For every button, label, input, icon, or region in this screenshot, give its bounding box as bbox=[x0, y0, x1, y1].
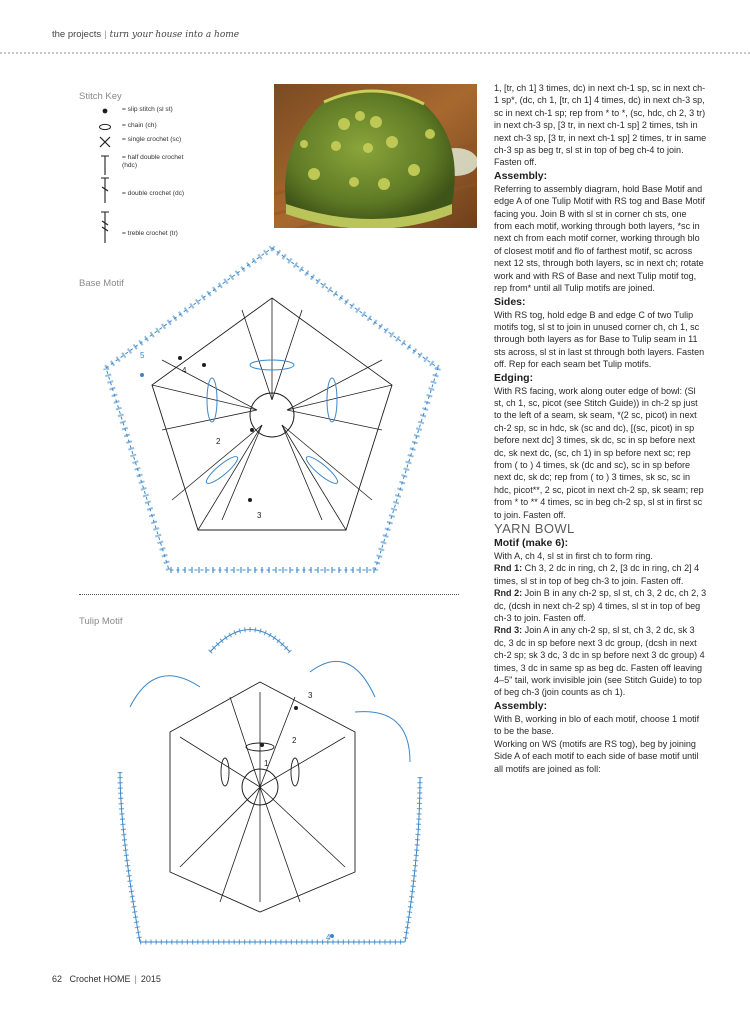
rnd2-paragraph: Rnd 2: Join B in any ch-2 sp, sl st, ch 3, 2 dc, ch 2, 3 dc, (dcsh in next ch-2 sp) 4 times, sl st in top of beg ch-3 to join. Fasten off. bbox=[494, 588, 707, 624]
intro-paragraph: 1, [tr, ch 1] 3 times, dc) in next ch-1 sp, sc in next ch-1 sp*, (dc, ch 1, [tr, ch 1] 4 times, dc) in next ch-3 sp, sc in next ch-1 sp; rep from * to *, (sc, hdc, ch 2, 3 tr) in next ch-3 sp, [3 tr, in next ch-1 sp] 2 times, tsh in next ch-3 sp, [3 tr, in next ch-1 sp] 2 times, tr in same ch-3 sp as beg tr, sl st in top of beg ch-4 to join. Fasten off. bbox=[494, 83, 707, 168]
slip-stitch-icon bbox=[95, 106, 115, 116]
page-footer: 62 Crochet HOME | 2015 bbox=[52, 974, 161, 984]
base-round-number: 5 bbox=[140, 351, 145, 360]
tulip-round-number: 3 bbox=[308, 691, 313, 700]
double-crochet-icon bbox=[95, 176, 115, 204]
base-motif-diagram bbox=[92, 240, 452, 585]
single-crochet-icon bbox=[95, 136, 115, 148]
stitch-key-item: = single crochet (sc) bbox=[79, 136, 269, 150]
tulip-motif-diagram bbox=[100, 612, 450, 957]
yarn-bowl-photo bbox=[274, 84, 477, 228]
issue-year: 2015 bbox=[140, 974, 161, 984]
header-section: the projects bbox=[52, 29, 102, 40]
assembly-paragraph: Referring to assembly diagram, hold Base Motif and edge A of one Tulip Motif with RS tog and Base Motif facing you. Join B with sl st in corner ch sts, one from each motif, working through both layers, *sc in next ch from each motif corner, working through blo of closest motif and flo of farthest motif, sc across next 12 sts, through both layers, sc in next ch; rotate work and with RS of Base and next Tulip motif tog, rep from* until all Tulip motifs are joined. bbox=[494, 183, 705, 294]
page-number: 62 bbox=[52, 974, 63, 984]
yarn-bowl-title: YARN BOWL bbox=[494, 521, 575, 536]
tulip-motif-title: Tulip Motif bbox=[79, 616, 123, 627]
edging-heading: Edging: bbox=[494, 371, 534, 384]
instructions-column bbox=[494, 82, 707, 775]
rnd1-paragraph: Rnd 1: Ch 3, 2 dc in ring, ch 2, [3 dc in ring, ch 2] 4 times, sl st in top of beg ch-3 to join. Fasten off. bbox=[494, 563, 700, 586]
assembly2-paragraph-2: Working on WS (motifs are RS tog), beg by joining Side A of each motif to each side of base motif until all motifs are joined as foll: bbox=[494, 738, 699, 774]
stitch-key-item: = half double crochet (hdc) bbox=[79, 154, 269, 178]
base-round-number: 3 bbox=[257, 511, 262, 520]
base-motif-title: Base Motif bbox=[79, 278, 124, 289]
chain-icon bbox=[95, 122, 115, 132]
sides-heading: Sides: bbox=[494, 295, 526, 308]
sides-paragraph: With RS tog, hold edge B and edge C of two Tulip motifs tog, sl st to join in unused corner ch, ch 1, sc through both layers as for Base to Tulip seam in 11 sts across, sl st in last st through both layers. Fasten off. Rep for each seam bet Tulip motifs. bbox=[494, 309, 705, 370]
tulip-round-number: 2 bbox=[292, 736, 297, 745]
tulip-round-number: 1 bbox=[264, 759, 269, 768]
stitch-key-item: = slip stitch (sl st) bbox=[79, 106, 269, 120]
assembly-heading-2: Assembly: bbox=[494, 699, 548, 712]
yarn-bowl-image bbox=[274, 84, 477, 228]
motif-heading: Motif (make 6): bbox=[494, 537, 569, 549]
treble-crochet-icon bbox=[95, 210, 115, 244]
diagram-divider bbox=[79, 594, 459, 595]
base-round-number: 4 bbox=[182, 366, 187, 375]
edging-paragraph: With RS facing, work along outer edge of bowl: (Sl st, ch 1, sc, picot (see Stitch Guide)) in ch-2 sp just to the left of a seam, sk seam, *(2 sc, picot) in next ch-2 sp, sc in hdc, sk (sc and dc), [(sc, picot) in sp before next dc] 3 times, sk dc, sc in sp before next dc, sk next dc, (sc, ch 1) in sp before next sc; rep from ( to ) 4 times, sk (dc and sc), sc in sp before next dc, sk dc; rep from ( to ) 3 times, sk sc, sc in hdc, picot**, 2 sc, picot in next ch-2 sp, sk seam; rep from * to ** 4 times, sc in beg ch-2 sp, sl st in first sc to join. Fasten off. bbox=[494, 385, 704, 520]
stitch-key-item: = chain (ch) bbox=[79, 122, 269, 136]
page-header bbox=[0, 0, 750, 56]
assembly2-paragraph-1: With B, working in blo of each motif, choose 1 motif to be the base. bbox=[494, 713, 700, 737]
stitch-key-title: Stitch Key bbox=[79, 91, 122, 102]
assembly-heading: Assembly: bbox=[494, 169, 548, 182]
half-double-crochet-icon bbox=[95, 154, 115, 176]
base-round-number: 2 bbox=[216, 437, 221, 446]
stitch-key-item: = treble crochet (tr) bbox=[79, 222, 269, 252]
stitch-key-item: = double crochet (dc) bbox=[79, 184, 269, 212]
header-text: the projects | turn your house into a home bbox=[52, 29, 240, 40]
tulip-round-number: 4 bbox=[326, 933, 331, 942]
header-divider bbox=[0, 52, 750, 54]
rnd3-paragraph: Rnd 3: Join A in any ch-2 sp, sl st, ch 3, 2 dc, sk 3 dc, 3 dc in sp before next 3 dc group, (dcsh in next ch-2 sp; sk 3 dc, 3 dc in sp before next 3 dc group) 4 times, 3 dc in same sp as beg dc. Fasten off leaving 4–5" tail, work invisible join (see Stitch Guide) to top of beg ch-3 (join counts as ch 1). bbox=[494, 625, 705, 698]
motif-paragraph: With A, ch 4, sl st in first ch to form ring. bbox=[494, 551, 653, 561]
header-tagline: turn your house into a home bbox=[109, 30, 240, 40]
magazine-name: Crochet HOME bbox=[69, 974, 131, 984]
